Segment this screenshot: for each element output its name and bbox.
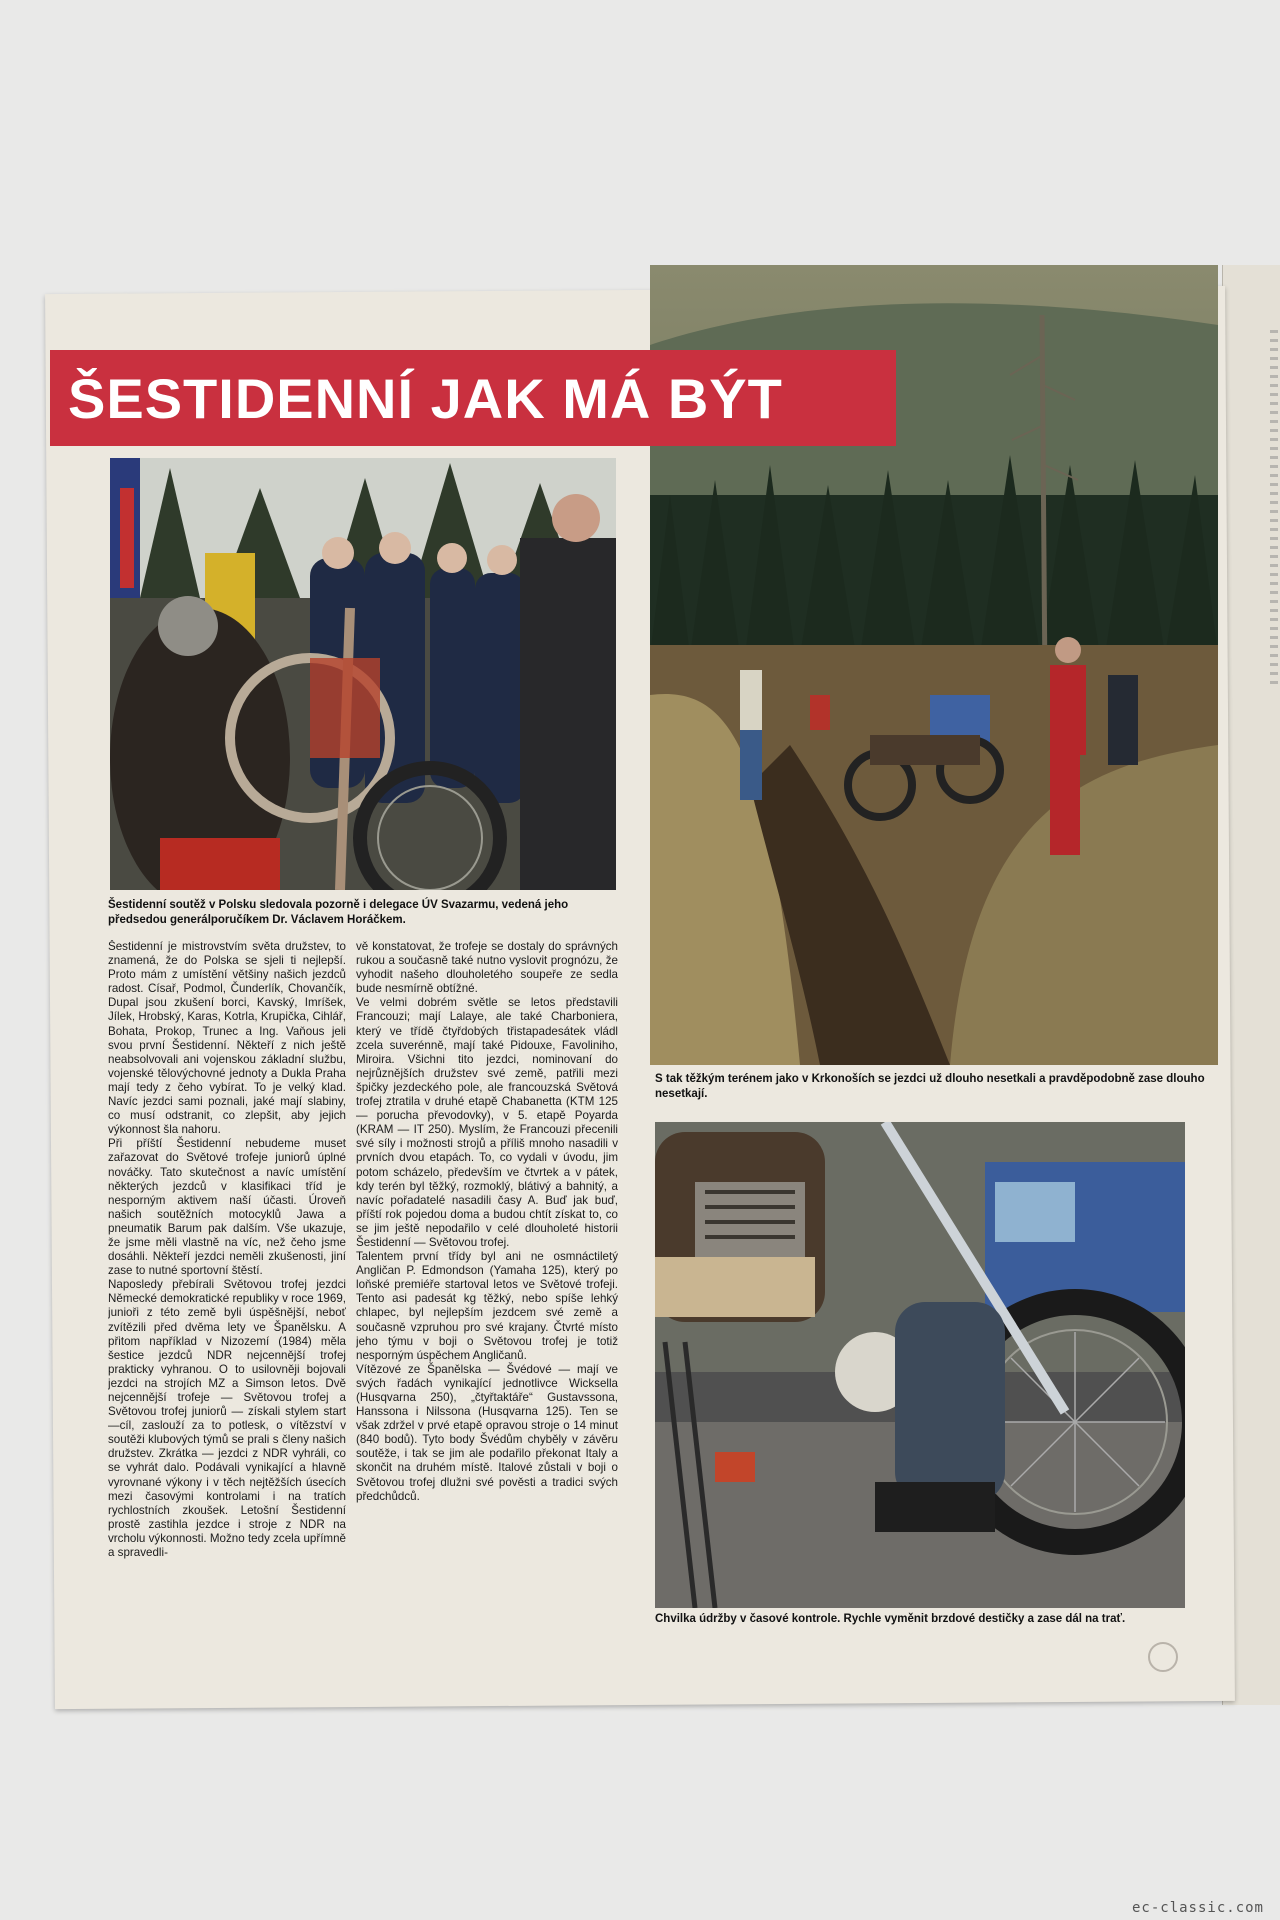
article-headline: ŠESTIDENNÍ JAK MÁ BÝT <box>68 366 783 430</box>
paragraph: Při příští Šestidenní nebudeme muset zařazovat do Světové trofeje juniorů úplné nováčky. Tato skutečnost a navíc umístění některých jezdců v klasifikaci tříd je nesporným aktivem naší účasti. Úroveň našich soutěžních motocyklů Jawa a pneumatik Barum pak dalším. Vše ukazuje, že jsme měli vlastně na víc, než čeho jsme dosáhli. Někteří jezdci neměli zkušenosti, jiní zase to nutné sportovní štěstí. <box>108 1137 346 1278</box>
headline-bar <box>50 350 896 446</box>
paragraph: Ve velmi dobrém světle se letos představili Francouzi; mají Lalaye, ale také Charboniera, který ve třídě čtyřdobých třistapadesátek vládl zcela suverénně, mají také Pidouxe, Favoliniho, Miroira. Všichni tito jezdci, nominovaní do nejrůznějších družstev své země, patřili mezi špičky jezdeckého pole, ale francouzská Světová trofej ztratila v druhé etapě Chabanetta (KTM 125 — porucha převodovky), v 5. etapě Poyarda (KRAM — IT 250). Myslím, že Francouzi přecenili své síly i možnosti strojů a příliš mnoho nasadili v prvních dvou etapách. To, co vydali v úvodu, jim potom scházelo, především ve čtvrtek a v pátek, kdy terén byl těžký, rozmoklý, blátivý a bahnitý, a navíc pořadatelé nasadili časy A. Buď jak buď, příští rok pojedou doma a budou chtít získat to, co se jim ještě nepodařilo v celé dlouholeté historii Šestidenní — Světovou trofej. <box>356 996 618 1249</box>
article-column-1 <box>108 940 346 1620</box>
article-column-2 <box>356 940 618 1620</box>
site-watermark: ec-classic.com <box>1131 1900 1264 1916</box>
officials-photo <box>110 458 616 890</box>
adjacent-page-text <box>1270 330 1278 690</box>
terrain-photo-caption: S tak těžkým terénem jako v Krkonoších se jezdci už dlouho nesetkali a pravděpodobně zase dlouho nesetkají. <box>655 1073 1205 1100</box>
paragraph: vě konstatovat, že trofeje se dostaly do správných rukou a současně také nutno vyslovit prognózu, že vyhodit našeho dlouholetého soupeře ze sedla bude nesmírně obtížné. <box>356 940 618 996</box>
maintenance-photo <box>655 1122 1185 1608</box>
page-stamp-mark <box>1148 1642 1178 1672</box>
maintenance-photo-caption: Chvilka údržby v časové kontrole. Rychle vyměnit brzdové destičky a zase dál na trať. <box>655 1613 1126 1625</box>
paragraph: Šestidenní je mistrovstvím světa družstev, to znamená, že do Polska se sjeli ti nejlepší. Proto mám z umístění většiny našich jezdců radost. Císař, Podmol, Čunderlík, Chovančík, Dupal jsou zkušení borci, Kavský, Imríšek, Jílek, Hrobský, Karas, Kotrla, Krupička, Cihlář, Bohata, Prokop, Trunec a Ing. Vaňous jeli svou první Šestidenní. Někteří z nich ještě neabsolvovali ani vojenskou základní službu, vojenské tělovýchovné jednoty a Dukla Praha mají tedy z čeho vybírat. To je velký klad. Navíc jezdci sami poznali, jaké mají slabiny, co musí odstranit, co zlepšit, aby jejich výkonnost šla nahoru. <box>108 940 346 1137</box>
paragraph: Naposledy přebírali Světovou trofej jezdci Německé demokratické republiky v roce 1969, junioři z této země byli úspěšnější, neboť zvítězili před dvěma lety ve Španělsku. A přitom například v Nizozemí (1984) měla šestice jezdců NDR nejcennější trofej prakticky vyhranou. O to usilovněji bojovali jezdci na strojích MZ a Simson letos. Dvě nejcennější trofeje — Světovou trofej a Světovou trofej juniorů — získali stylem start—cíl, zaslouží za to potlesk, o vítězství v soutěži klubových týmů se prali s členy našich družstev. Zkrátka — jezdci z NDR vyhráli, co se vyhrát dalo. Podávali vynikající a hlavně vyrovnané výkony i v těch nejtěžších úsecích mezi časovými kontrolami i na tratích rychlostních zkoušek. Letošní Šestidenní prostě zastihla jezdce i stroje z NDR na vrcholu výkonnosti. Možno tedy zcela upřímně a spravedli- <box>108 1278 346 1560</box>
officials-photo-caption: Šestidenní soutěž v Polsku sledovala pozorně i delegace ÚV Svazarmu, vedená jeho předsedou generálporučíkem Dr. Václavem Horáčkem. <box>108 899 569 926</box>
paragraph: Talentem první třídy byl ani ne osmnáctiletý Angličan P. Edmondson (Yamaha 125), který po loňské premiéře startoval letos ve Světové trofeji. Tento asi padesát kg těžký, nebo spíše lehký chlapec, byl nejlepším jezdcem své země a současně vzpruhou pro své krajany. Čtvrté místo jeho týmu v boji o Světovou trofej je totiž nesporným úspěchem Angličanů. <box>356 1250 618 1362</box>
paragraph: Vítězové ze Španělska — Švédové — mají ve svých řadách vynikající jednotlivce Wicksella (Husqvarna 250), „čtyřtaktáře“ Gustavssona, Hanssona i Nilssona (Husqvarna 125). Ten se však zdržel v prvé etapě opravou stroje o 14 minut (840 bodů). Tyto body Švédům chyběly v závěru soutěže, i tak se jim ale podařilo překonat Italy a skončit na druhém místě. Italové zůstali v boji o Světovou trofej dlužni své pověsti a tradici svých předchůdců. <box>356 1362 618 1503</box>
